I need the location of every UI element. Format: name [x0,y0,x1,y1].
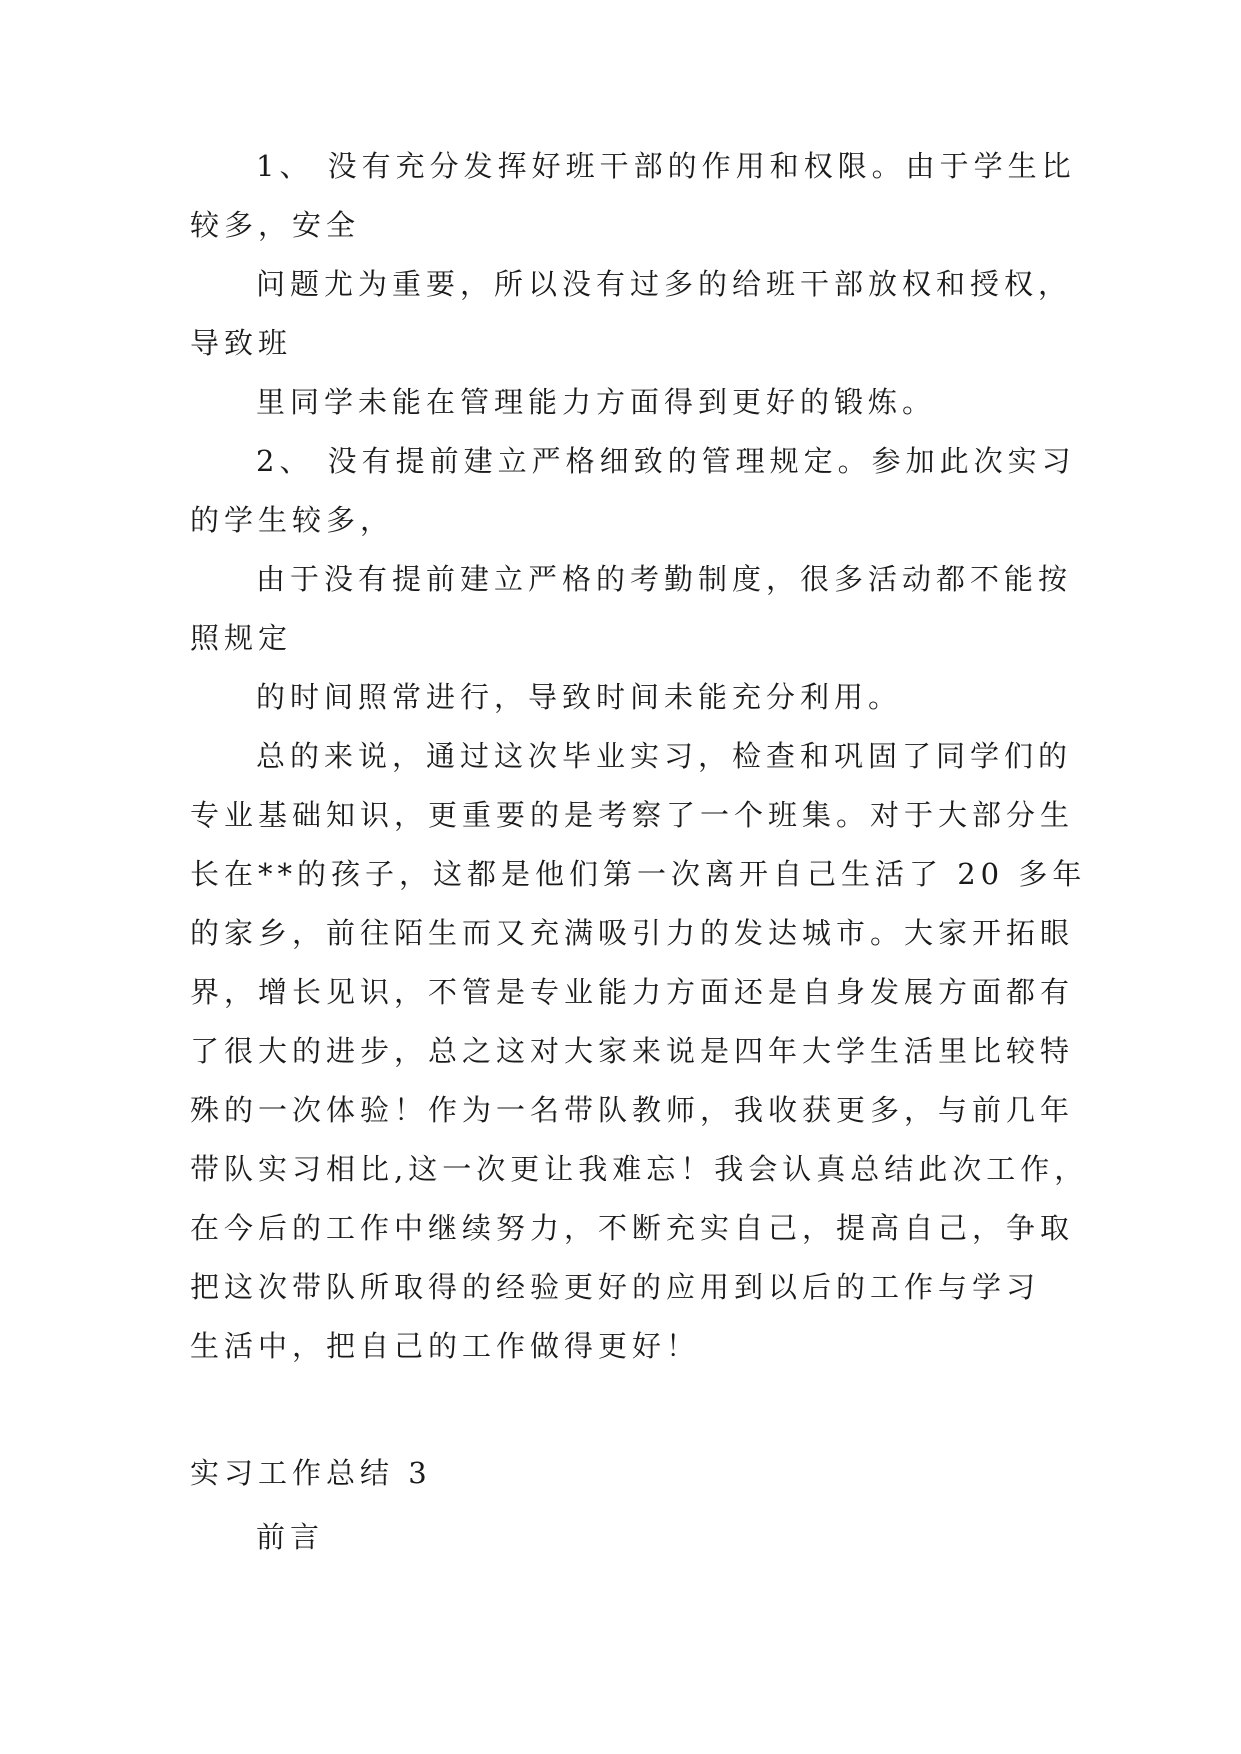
paragraph-line: 导致班 [190,326,293,360]
paragraph-line: 长在**的孩子，这都是他们第一次离开自己生活了 20 多年 [190,857,1087,891]
preface-heading: 前言 [256,1520,325,1554]
paragraph-line: 的学生较多， [190,503,395,537]
paragraph-line: 带队实习相比,这一次更让我难忘！我会认真总结此次工作， [190,1152,1089,1186]
paragraph-line: 问题尤为重要，所以没有过多的给班干部放权和授权， [256,267,1073,301]
paragraph-line: 专业基础知识，更重要的是考察了一个班集。对于大部分生 [190,798,1075,832]
paragraph-line: 2、 没有提前建立严格细致的管理规定。参加此次实习 [256,444,1076,478]
paragraph-line: 总的来说，通过这次毕业实习，检查和巩固了同学们的 [256,739,1073,773]
paragraph-line: 生活中，把自己的工作做得更好！ [190,1329,701,1363]
paragraph-line: 在今后的工作中继续努力，不断充实自己，提高自己，争取 [190,1211,1075,1245]
paragraph-line: 由于没有提前建立严格的考勤制度，很多活动都不能按 [256,562,1073,596]
paragraph-line: 把这次带队所取得的经验更好的应用到以后的工作与学习 [190,1270,1041,1304]
paragraph-line: 里同学未能在管理能力方面得到更好的锻炼。 [256,385,937,419]
paragraph-line: 较多，安全 [190,208,361,242]
section-heading: 实习工作总结 3 [190,1456,432,1490]
paragraph-line: 了很大的进步，总之这对大家来说是四年大学生活里比较特 [190,1034,1075,1068]
paragraph-line: 1、 没有充分发挥好班干部的作用和权限。由于学生比 [256,149,1076,183]
paragraph-line: 殊的一次体验！作为一名带队教师，我收获更多，与前几年 [190,1093,1075,1127]
paragraph-line: 界，增长见识，不管是专业能力方面还是自身发展方面都有 [190,975,1075,1009]
paragraph-line: 照规定 [190,621,293,655]
document-body [190,137,1089,1376]
paragraph-line: 的时间照常进行，导致时间未能充分利用。 [256,680,903,714]
paragraph-line: 的家乡，前往陌生而又充满吸引力的发达城市。大家开拓眼 [190,916,1075,950]
